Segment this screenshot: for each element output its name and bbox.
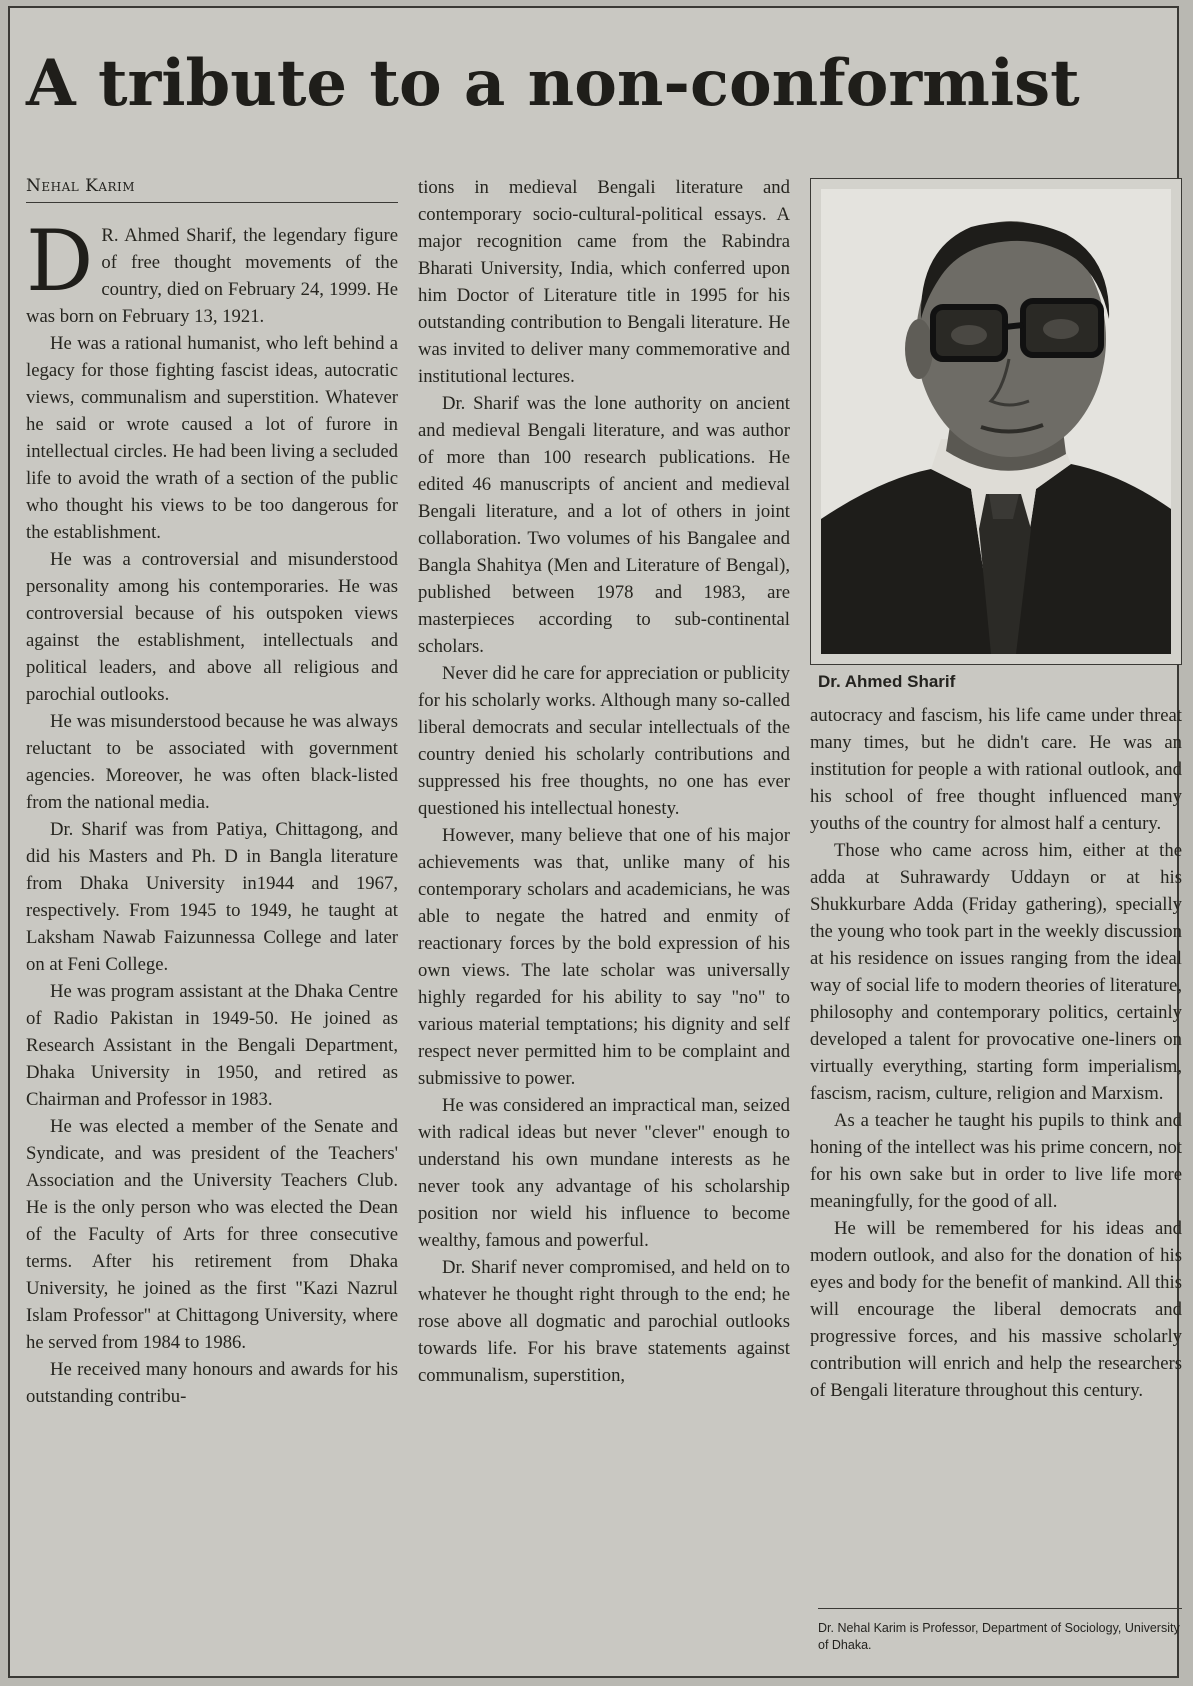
portrait-photo-frame xyxy=(810,178,1182,665)
drop-cap: D xyxy=(26,212,94,310)
byline: Nehal Karim xyxy=(26,176,398,203)
article-column-3 xyxy=(810,702,1182,1404)
paragraph: autocracy and fascism, his life came under threat many times, but he didn't care. He was an institution for people a with rational outlook, and his school of free thought influenced many youths of the country for almost half a century. xyxy=(810,705,1182,834)
paragraph: He was a controversial and misunderstood personality among his contemporaries. He was controversial because of his outspoken views against the establishment, intellectuals and political leaders, and above all religious and parochial outlooks. xyxy=(26,549,398,705)
paragraph: He was considered an impractical man, seized with radical ideas but never "clever" enough to understand his own mundane interests as he never took any advantage of his scholarship position nor wield his influence to become wealthy, famous and powerful. xyxy=(418,1095,790,1251)
paragraph: As a teacher he taught his pupils to think and honing of the intellect was his prime concern, not for his own sake but in order to live life more meaningfully, for the good of all. xyxy=(810,1110,1182,1212)
paragraph: He was misunderstood because he was always reluctant to be associated with government agencies. Moreover, he was often black-listed from the national media. xyxy=(26,711,398,813)
paragraph: Dr. Sharif was the lone authority on ancient and medieval Bengali literature, and was author of more than 100 research publications. He edited 46 manuscripts of ancient and medieval Bengali literature, and a lot of others in joint collaboration. Two volumes of his Bangalee and Bangla Shahitya (Men and Literature of Bengal), published between 1978 and 1983, are masterpieces according to sub-continental scholars. xyxy=(418,393,790,657)
paragraph: Those who came across him, either at the adda at Suhrawardy Uddayn or at his Shukkurbare Adda (Friday gathering), specially the young who took part in the weekly discussion at his residence on issues ranging from the ideal way of social life to modern theories of literature, philosophy and contemporary politics, certainly developed a talent for provocative one-liners on virtually everything, starting form imperialism, fascism, racism, culture, religion and Marxism. xyxy=(810,840,1182,1104)
paragraph: D R. Ahmed Sharif, the legendary figure of free thought movements of the country, died on February 24, 1999. He was born on February 13, 1921. xyxy=(26,212,398,327)
paragraph: He was elected a member of the Senate and Syndicate, and was president of the Teachers' Association and the University Teachers Club. He is the only person who was elected the Dean of the Faculty of Arts for three consecutive terms. After his retirement from Dhaka University, he joined as the first "Kazi Nazrul Islam Professor" at Chittagong University, where he served from 1984 to 1986. xyxy=(26,1116,398,1353)
author-credit: Dr. Nehal Karim is Professor, Department of Sociology, University of Dhaka. xyxy=(818,1621,1180,1652)
article-column-1 xyxy=(26,212,398,1410)
paragraph: He received many honours and awards for his outstanding contribu- xyxy=(26,1359,398,1407)
photo-caption: Dr. Ahmed Sharif xyxy=(818,672,956,691)
paragraph: He will be remembered for his ideas and modern outlook, and also for the donation of his eyes and body for the benefit of mankind. All this will encourage the liberal democrats and progressive forces, and his massive scholarly contribution will enrich and help the researchers of Bengali literature throughout this century. xyxy=(810,1218,1182,1401)
headline: A tribute to a non-conformist xyxy=(26,46,1080,121)
paragraph: Dr. Sharif never compromised, and held on to whatever he thought right through to the end; he rose above all dogmatic and parochial outlooks towards life. For his brave statements against communalism, superstition, xyxy=(418,1257,790,1386)
paragraph: Never did he care for appreciation or publicity for his scholarly works. Although many so-called liberal democrats and secular intellectuals of the country denied his scholarly contributions and suppressed his free thoughts, no one has ever questioned his intellectual honesty. xyxy=(418,663,790,819)
paragraph: However, many believe that one of his major achievements was that, unlike many of his contemporary scholars and academicians, he was able to negate the hatred and enmity of reactionary forces by the bold expression of his own views. The late scholar was universally highly regarded for his ability to say "no" to various material temptations; his dignity and self respect never permitted him to be complaint and submissive to power. xyxy=(418,825,790,1089)
article-column-2 xyxy=(418,174,790,1389)
paragraph: He was program assistant at the Dhaka Centre of Radio Pakistan in 1949-50. He joined as Research Assistant in the Bengali Department, Dhaka University in 1950, and retired as Chairman and Professor in 1983. xyxy=(26,981,398,1110)
newspaper-page xyxy=(8,6,1182,1678)
portrait-photo xyxy=(821,189,1171,654)
credit-divider xyxy=(818,1608,1182,1609)
paragraph: tions in medieval Bengali literature and contemporary socio-cultural-political essays. A major recognition came from the Rabindra Bharati University, India, which conferred upon him Doctor of Literature title in 1995 for his outstanding contribution to Bengali literature. He was invited to deliver many commemorative and institutional lectures. xyxy=(418,177,790,387)
paragraph: He was a rational humanist, who left behind a legacy for those fighting fascist ideas, autocratic views, communalism and superstition. Whatever he said or wrote caused a lot of furore in intellectual circles. He had been living a secluded life to avoid the wrath of a section of the public who thought his views to be too dangerous for the establishment. xyxy=(26,333,398,543)
paragraph: Dr. Sharif was from Patiya, Chittagong, and did his Masters and Ph. D in Bangla literature from Dhaka University in1944 and 1967, respectively. From 1945 to 1949, he taught at Laksham Nawab Faizunnessa College and later on at Feni College. xyxy=(26,819,398,975)
